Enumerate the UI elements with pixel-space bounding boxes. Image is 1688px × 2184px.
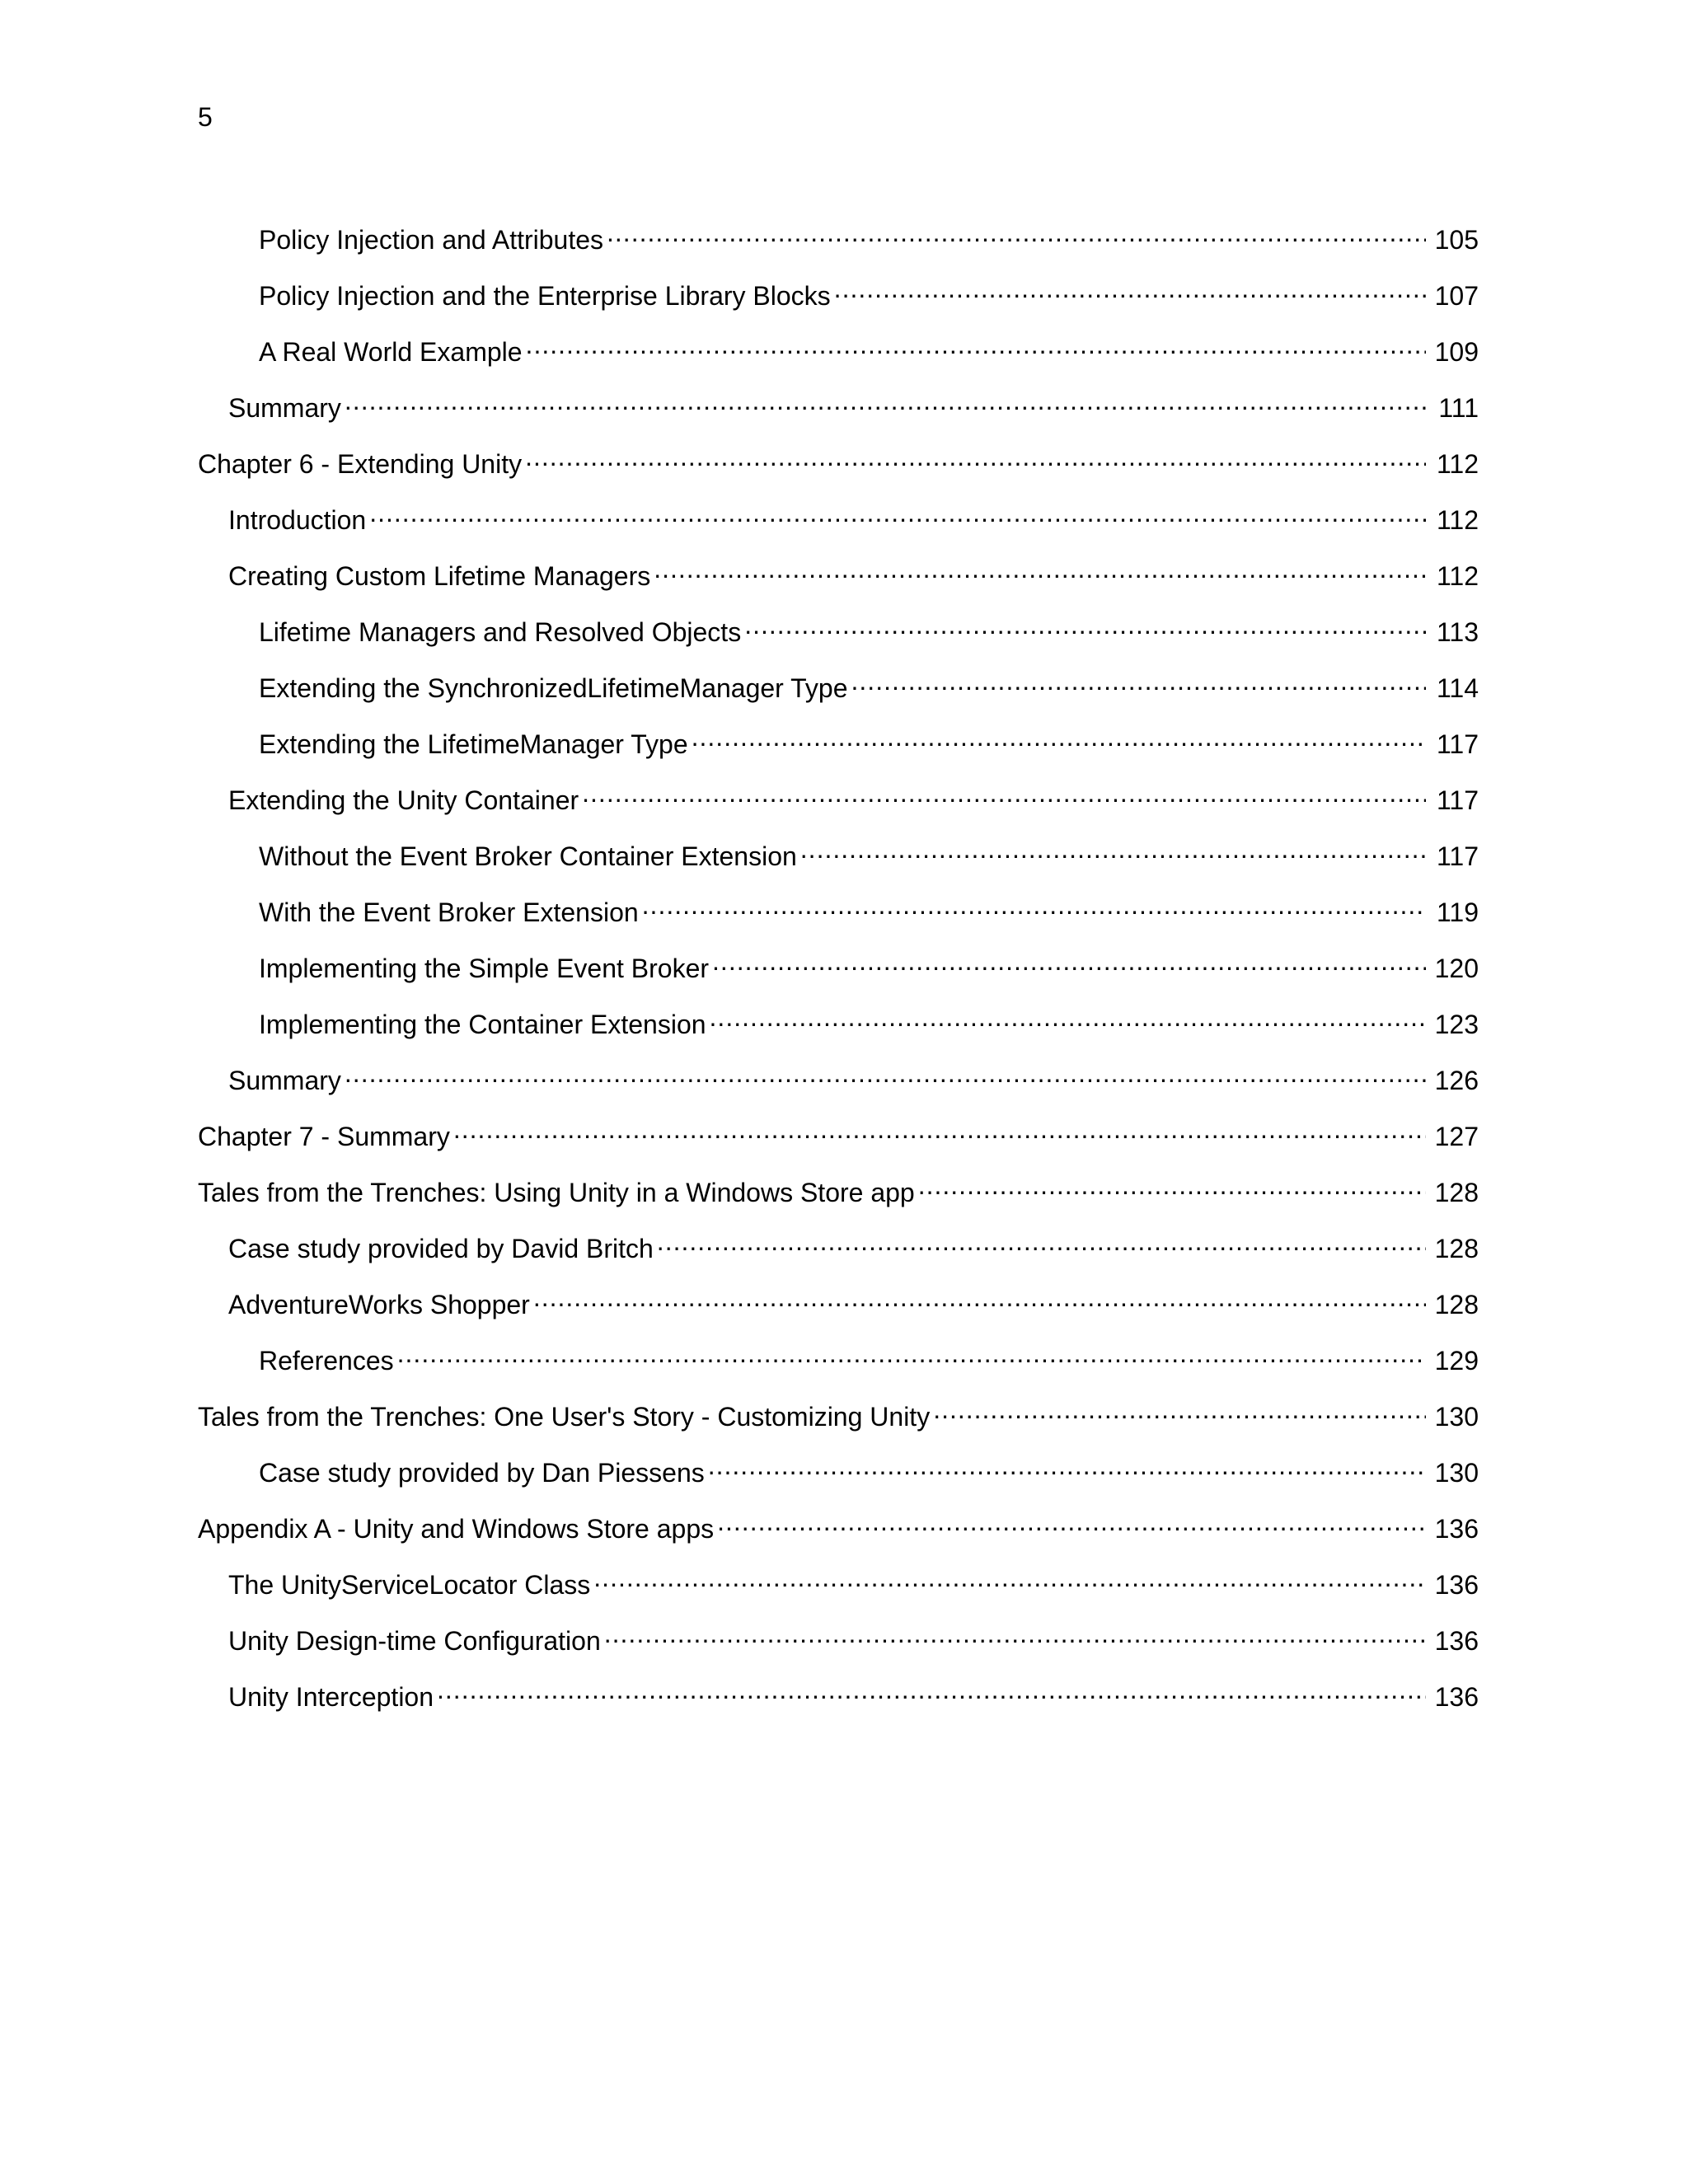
toc-entry-title: Policy Injection and Attributes <box>259 225 604 255</box>
toc-entry[interactable] <box>198 608 1479 664</box>
toc-entry[interactable] <box>198 440 1479 496</box>
toc-dot-leader <box>607 216 1426 249</box>
toc-dot-leader <box>604 1617 1426 1650</box>
toc-entry-page: 114 <box>1436 673 1479 703</box>
toc-dot-leader <box>525 440 1426 473</box>
toc-entry-page: 136 <box>1434 1682 1479 1712</box>
toc-entry[interactable] <box>198 720 1479 776</box>
toc-entry-title: References <box>259 1346 394 1376</box>
toc-dot-leader <box>851 664 1426 697</box>
toc-entry-title: Policy Injection and the Enterprise Library Blocks <box>259 281 831 311</box>
toc-dot-leader <box>834 272 1426 305</box>
page-number: 5 <box>198 102 213 132</box>
toc-dot-leader <box>533 1281 1426 1314</box>
toc-entry-title: Chapter 6 - Extending Unity <box>198 449 523 479</box>
toc-entry[interactable] <box>198 888 1479 944</box>
toc-entry-title: Implementing the Container Extension <box>259 1010 706 1039</box>
toc-entry-page: 117 <box>1436 729 1479 759</box>
toc-entry-page: 136 <box>1434 1514 1479 1544</box>
toc-entry-page: 136 <box>1434 1626 1479 1656</box>
toc-entry-title: Chapter 7 - Summary <box>198 1122 450 1151</box>
toc-entry-page: 107 <box>1434 281 1479 311</box>
toc-entry[interactable] <box>198 552 1479 608</box>
toc-entry[interactable] <box>198 1337 1479 1393</box>
toc-entry-title: The UnityServiceLocator Class <box>228 1570 591 1600</box>
toc-entry[interactable] <box>198 216 1479 272</box>
toc-entry-title: Summary <box>228 393 341 423</box>
toc-entry-title: Introduction <box>228 505 367 535</box>
toc-entry[interactable] <box>198 1169 1479 1225</box>
toc-entry[interactable] <box>198 1393 1479 1449</box>
toc-entry-page: 112 <box>1436 561 1479 591</box>
toc-dot-leader <box>712 944 1426 977</box>
toc-entry-page: 123 <box>1434 1010 1479 1039</box>
toc-dot-leader <box>526 328 1426 361</box>
toc-dot-leader <box>708 1449 1426 1482</box>
toc-dot-leader <box>453 1113 1426 1146</box>
toc-entry-page: 111 <box>1438 393 1479 423</box>
toc-entry[interactable] <box>198 496 1479 552</box>
toc-entry[interactable] <box>198 832 1479 888</box>
toc-entry-title: Tales from the Trenches: One User's Story - Customizing Unity <box>198 1402 931 1432</box>
toc-dot-leader <box>800 832 1426 865</box>
toc-entry-title: Unity Design-time Configuration <box>228 1626 601 1656</box>
toc-entry-title: Creating Custom Lifetime Managers <box>228 561 651 591</box>
toc-dot-leader <box>654 552 1426 585</box>
toc-dot-leader <box>642 888 1426 921</box>
toc-dot-leader <box>657 1225 1426 1258</box>
toc-entry-title: A Real World Example <box>259 337 523 367</box>
toc-entry[interactable] <box>198 384 1479 440</box>
toc-entry-page: 113 <box>1436 617 1479 647</box>
toc-entry[interactable] <box>198 1113 1479 1169</box>
toc-entry-title: Lifetime Managers and Resolved Objects <box>259 617 742 647</box>
toc-dot-leader <box>593 1561 1426 1594</box>
toc-dot-leader <box>918 1169 1426 1202</box>
toc-entry[interactable] <box>198 1057 1479 1113</box>
toc-entry-page: 128 <box>1434 1234 1479 1263</box>
toc-entry[interactable] <box>198 1673 1479 1729</box>
toc-dot-leader <box>345 384 1426 417</box>
toc-entry-page: 130 <box>1434 1458 1479 1488</box>
toc-entry[interactable] <box>198 1449 1479 1505</box>
toc-entry-page: 126 <box>1434 1066 1479 1095</box>
toc-entry-page: 130 <box>1434 1402 1479 1432</box>
toc-entry[interactable] <box>198 1001 1479 1057</box>
toc-entry-title: Extending the SynchronizedLifetimeManager Type <box>259 673 848 703</box>
toc-entry[interactable] <box>198 328 1479 384</box>
toc-entry[interactable] <box>198 1281 1479 1337</box>
toc-entry-page: 105 <box>1434 225 1479 255</box>
toc-entry-title: Summary <box>228 1066 341 1095</box>
toc-entry[interactable] <box>198 1561 1479 1617</box>
toc-entry-title: Extending the LifetimeManager Type <box>259 729 688 759</box>
toc-entry-page: 120 <box>1434 954 1479 983</box>
toc-entry-page: 128 <box>1434 1178 1479 1207</box>
toc-entry-title: Implementing the Simple Event Broker <box>259 954 710 983</box>
toc-dot-leader <box>710 1001 1426 1033</box>
toc-entry-title: Tales from the Trenches: Using Unity in a Windows Store app <box>198 1178 915 1207</box>
toc-entry-title: Case study provided by Dan Piessens <box>259 1458 705 1488</box>
toc-entry[interactable] <box>198 944 1479 1001</box>
toc-entry-page: 109 <box>1434 337 1479 367</box>
toc-entry-title: AdventureWorks Shopper <box>228 1290 530 1319</box>
toc-dot-leader <box>369 496 1426 529</box>
toc-entry-page: 128 <box>1434 1290 1479 1319</box>
table-of-contents <box>198 216 1479 1729</box>
toc-entry-title: Unity Interception <box>228 1682 434 1712</box>
toc-dot-leader <box>717 1505 1426 1538</box>
toc-entry-page: 112 <box>1436 505 1479 535</box>
toc-entry[interactable] <box>198 1505 1479 1561</box>
toc-entry[interactable] <box>198 1617 1479 1673</box>
toc-entry[interactable] <box>198 664 1479 720</box>
toc-dot-leader <box>345 1057 1426 1090</box>
toc-dot-leader <box>437 1673 1426 1706</box>
toc-entry-title: Case study provided by David Britch <box>228 1234 654 1263</box>
toc-dot-leader <box>582 776 1426 809</box>
toc-entry-page: 136 <box>1434 1570 1479 1600</box>
toc-dot-leader <box>692 720 1426 753</box>
toc-dot-leader <box>933 1393 1426 1426</box>
toc-entry[interactable] <box>198 776 1479 832</box>
toc-entry-title: Extending the Unity Container <box>228 785 579 815</box>
toc-entry-page: 117 <box>1436 785 1479 815</box>
toc-entry-page: 112 <box>1436 449 1479 479</box>
toc-entry[interactable] <box>198 1225 1479 1281</box>
toc-entry-page: 127 <box>1434 1122 1479 1151</box>
toc-entry-title: Appendix A - Unity and Windows Store apps <box>198 1514 715 1544</box>
toc-entry-page: 117 <box>1436 841 1479 871</box>
toc-entry-page: 119 <box>1436 898 1479 927</box>
toc-entry-page: 129 <box>1434 1346 1479 1376</box>
toc-dot-leader <box>744 608 1426 641</box>
toc-entry-title: With the Event Broker Extension <box>259 898 639 927</box>
toc-entry-title: Without the Event Broker Container Extension <box>259 841 797 871</box>
toc-entry[interactable] <box>198 272 1479 328</box>
toc-dot-leader <box>397 1337 1426 1370</box>
